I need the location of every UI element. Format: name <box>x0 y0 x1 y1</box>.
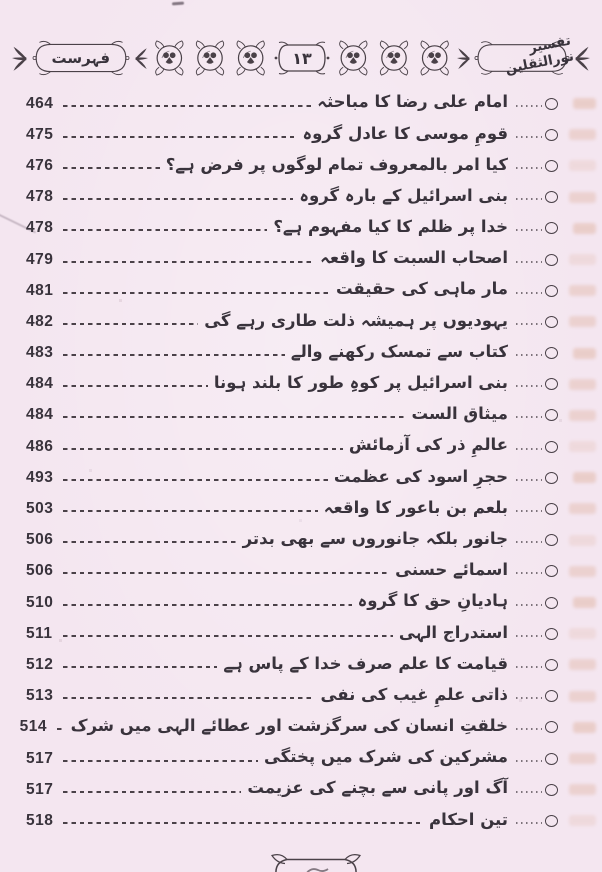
scan-smudge <box>172 2 184 6</box>
dashed-leader <box>57 728 65 730</box>
toc-entry-page: 510 <box>26 593 54 611</box>
toc-entry-page: 514 <box>19 718 47 736</box>
toc-entry-title: استدراج الہی <box>398 622 508 642</box>
bullet-circle-icon <box>545 534 558 546</box>
bullet-dots-leader <box>516 728 542 730</box>
toc-entry-title: بنی اسرائیل کے بارہ گروہ <box>299 185 508 205</box>
dashed-leader <box>63 292 330 294</box>
toc-entry-page: 503 <box>26 500 54 518</box>
toc-entry-page: 517 <box>26 749 54 767</box>
toc-entry-title: حجرِ اسود کی عظمت <box>333 466 508 486</box>
bullet-dots-leader <box>516 541 542 543</box>
page-number: ۱۳ <box>292 48 312 68</box>
bullet-circle-icon <box>545 690 558 702</box>
bullet-dots-leader <box>516 136 542 138</box>
toc-entry-title: بنی اسرائیل پر کوہِ طور کا بلند ہونا <box>213 373 508 393</box>
dashed-leader <box>63 354 285 356</box>
dashed-leader <box>63 105 311 107</box>
toc-entry-page: 483 <box>26 344 54 362</box>
toc-entry-page: 479 <box>26 250 54 268</box>
toc-entry-title: کتاب سے تمسک رکھنے والے <box>290 341 508 361</box>
leaf-spray-icon <box>575 37 590 79</box>
dashed-leader <box>63 791 241 793</box>
footer-ornament-icon <box>268 852 364 872</box>
toc-entry-page: 475 <box>26 125 54 143</box>
bullet-circle-icon <box>545 565 558 577</box>
toc-entry-page: 478 <box>26 188 54 206</box>
bullet-dots-leader <box>516 760 542 762</box>
toc-entry-row <box>26 462 558 493</box>
bullet-circle-icon <box>545 222 558 234</box>
toc-entry-row <box>26 400 558 431</box>
toc-entry-page: 481 <box>26 281 54 299</box>
bullet-dots-leader <box>516 292 542 294</box>
toc-entry-row <box>26 587 558 618</box>
leaf-spray-icon <box>135 39 148 77</box>
bullet-dots-leader <box>516 354 542 356</box>
bullet-dots-leader <box>516 261 542 263</box>
bullet-circle-icon <box>545 191 558 203</box>
dashed-leader <box>63 198 293 200</box>
toc-entry-row <box>26 431 558 462</box>
toc-entry-page: 506 <box>26 562 54 580</box>
bullet-circle-icon <box>545 160 558 172</box>
contents-label: فہرست <box>51 49 111 67</box>
toc-entry-row <box>26 119 558 150</box>
book-title: تفسیر نورالثقلین <box>504 32 576 78</box>
toc-entry-row <box>26 306 558 337</box>
toc-entry-page: 482 <box>26 312 54 330</box>
toc-entry-page: 464 <box>26 94 54 112</box>
floral-chain-left-icon <box>149 37 271 79</box>
bullet-circle-icon <box>545 784 558 796</box>
bullet-dots-leader <box>516 697 542 699</box>
toc-entry-title: امام علی رضا کا مباحثہ <box>317 92 508 112</box>
toc-entry-title: بلعم بن باعور کا واقعہ <box>323 497 508 517</box>
dashed-leader <box>63 229 267 231</box>
toc-entry-row <box>26 369 558 400</box>
dashed-leader <box>63 760 258 762</box>
toc-entry-title: آگ اور پانی سے بچنے کی عزیمت <box>247 778 508 798</box>
page-number-box <box>273 39 331 77</box>
bullet-dots-leader <box>516 666 542 668</box>
toc-entry-row <box>26 774 558 805</box>
toc-entry-row <box>26 743 558 774</box>
bullet-dots-leader <box>516 323 542 325</box>
dashed-leader <box>63 822 423 824</box>
dashed-leader <box>63 416 406 418</box>
toc-entry-page: 493 <box>26 468 54 486</box>
toc-entry-title: خدا پر ظلم کا کیا مفہوم ہے؟ <box>273 217 508 237</box>
dashed-leader <box>63 572 389 574</box>
toc-entry-row <box>26 805 558 836</box>
toc-entry-page: 512 <box>26 655 54 673</box>
paper-speckles <box>0 0 1 1</box>
dashed-leader <box>63 604 352 606</box>
dashed-leader <box>63 385 208 387</box>
toc-entry-page: 517 <box>26 780 54 798</box>
toc-entry-title: تین احکام <box>429 809 508 829</box>
bullet-dots-leader <box>516 416 542 418</box>
toc-entry-title: کیا امر بالمعروف تمام لوگوں پر فرض ہے؟ <box>165 154 508 174</box>
floral-chain-right-icon <box>333 37 455 79</box>
toc-entry-row <box>26 275 558 306</box>
dashed-leader <box>63 167 160 169</box>
toc-entry-row <box>26 493 558 524</box>
toc-entry-title: میثاق الست <box>411 404 508 424</box>
toc-entry-title: اسمائے حسنی <box>395 560 508 580</box>
toc-entry-title: ہادیانِ حق کا گروہ <box>357 591 508 611</box>
toc-entry-row <box>26 681 558 712</box>
toc-entry-page: 484 <box>26 406 54 424</box>
bullet-circle-icon <box>545 815 558 827</box>
bullet-circle-icon <box>545 285 558 297</box>
toc-entry-row <box>26 338 558 369</box>
toc-entry-title: مشرکین کی شرک میں پختگی <box>263 747 508 767</box>
bullet-dots-leader <box>516 167 542 169</box>
bullet-dots-leader <box>516 448 542 450</box>
bullet-circle-icon <box>545 316 558 328</box>
bullet-circle-icon <box>545 129 558 141</box>
bullet-dots-leader <box>516 479 542 481</box>
toc-entry-title: ذاتی علمِ غیب کی نفی <box>320 684 508 704</box>
dashed-leader <box>63 697 315 699</box>
dashed-leader <box>63 448 343 450</box>
leaf-spray-icon <box>12 37 27 79</box>
bullet-circle-icon <box>545 254 558 266</box>
bullet-circle-icon <box>545 503 558 515</box>
dashed-leader <box>63 479 328 481</box>
bullet-dots-leader <box>516 822 542 824</box>
bullet-circle-icon <box>545 628 558 640</box>
bullet-circle-icon <box>545 753 558 765</box>
toc-entry-row <box>26 244 558 275</box>
page-header <box>12 28 590 88</box>
dashed-leader <box>63 136 296 138</box>
bullet-dots-leader <box>516 105 542 107</box>
bullet-dots-leader <box>516 229 542 231</box>
contents-cartouche <box>29 34 133 82</box>
toc-entry-page: 486 <box>26 437 54 455</box>
title-cartouche <box>471 30 576 86</box>
toc-entry-row <box>26 649 558 680</box>
toc-entry-page: 506 <box>26 531 54 549</box>
toc-entry-row <box>26 182 558 213</box>
dashed-leader <box>63 261 314 263</box>
bullet-circle-icon <box>545 721 558 733</box>
bullet-dots-leader <box>516 198 542 200</box>
bullet-dots-leader <box>516 604 542 606</box>
bullet-circle-icon <box>545 597 558 609</box>
toc-entry-title: قومِ موسی کا عادل گروہ <box>302 123 508 143</box>
toc-entry-row <box>19 712 558 743</box>
bullet-circle-icon <box>545 472 558 484</box>
toc-entry-page: 511 <box>26 624 53 642</box>
toc-entry-title: خلقتِ انسان کی سرگزشت اور عطائے الہی میں شرک <box>70 716 508 736</box>
toc-entry-page: 513 <box>26 687 54 705</box>
toc-entry-page: 518 <box>26 811 54 829</box>
dashed-leader <box>63 541 237 543</box>
bullet-circle-icon <box>545 378 558 390</box>
toc-entry-title: قیامت کا علم صرف خدا کے پاس ہے <box>223 653 508 673</box>
toc-entry-title: جانور بلکہ جانوروں سے بھی بدتر <box>242 528 508 548</box>
toc-entry-page: 476 <box>26 156 54 174</box>
toc-list <box>19 88 558 837</box>
toc-entry-row <box>26 88 558 119</box>
toc-entry-title: اصحاب السبت کا واقعہ <box>320 248 508 268</box>
toc-entry-row <box>26 618 558 649</box>
dashed-leader <box>63 635 393 637</box>
bullet-circle-icon <box>545 347 558 359</box>
dashed-leader <box>63 510 318 512</box>
toc-entry-row <box>26 525 558 556</box>
bullet-circle-icon <box>545 441 558 453</box>
bullet-dots-leader <box>516 510 542 512</box>
bullet-dots-leader <box>516 385 542 387</box>
toc-entry-row <box>26 556 558 587</box>
dashed-leader <box>63 666 217 668</box>
bullet-dots-leader <box>516 572 542 574</box>
toc-entry-row <box>26 150 558 181</box>
dashed-leader <box>63 323 198 325</box>
toc-entry-page: 484 <box>26 375 54 393</box>
bullet-dots-leader <box>516 635 542 637</box>
toc-entry-row <box>26 213 558 244</box>
toc-entry-title: یہودیوں پر ہمیشہ ذلت طاری رہے گی <box>204 310 508 330</box>
toc-entry-title: مار ماہی کی حقیقت <box>335 279 508 299</box>
toc-entry-page: 478 <box>26 219 54 237</box>
bullet-circle-icon <box>545 409 558 421</box>
toc-entry-title: عالمِ ذر کی آزمائش <box>348 435 508 455</box>
bullet-circle-icon <box>545 98 558 110</box>
bullet-dots-leader <box>516 791 542 793</box>
bullet-circle-icon <box>545 659 558 671</box>
